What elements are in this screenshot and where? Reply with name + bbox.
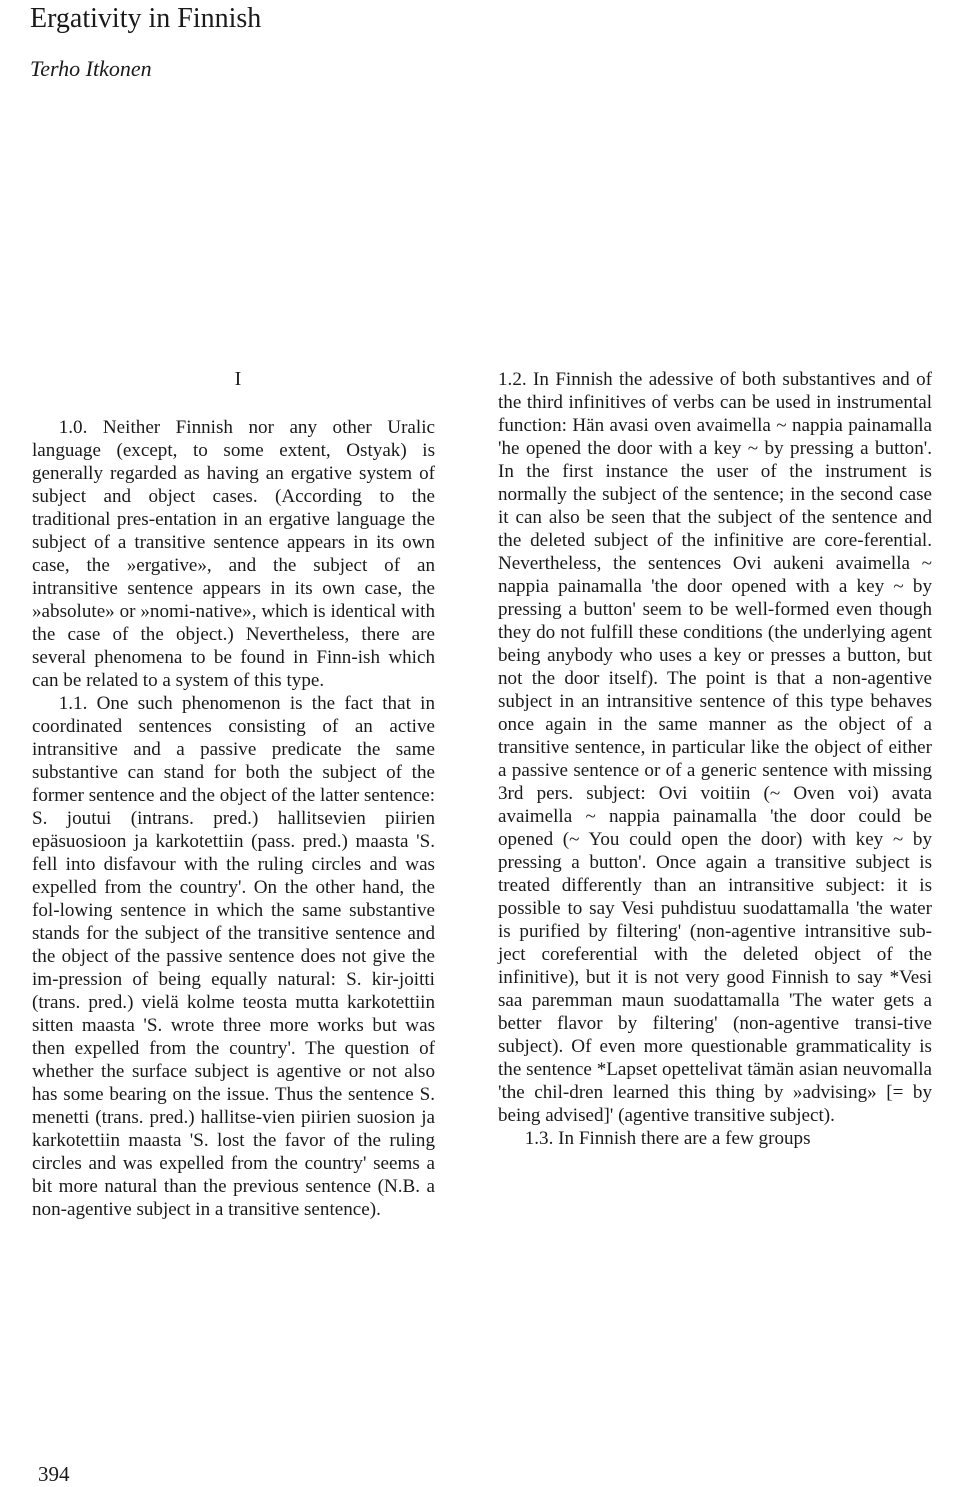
author-name: Terho Itkonen <box>30 56 152 81</box>
left-column <box>32 416 435 1221</box>
section-numeral: I <box>234 368 242 390</box>
article-title: Ergativity in Finnish <box>30 3 262 34</box>
paragraph-1-2: 1.2. In Finnish the adessive of both substantives and of the third infinitives of verbs can be used in instrumental function: Hän avasi oven avaimella ~ nappia painamalla 'he opened the door with a key ~ by pressing a button'. In the first instance the user of the instrument is normally the subject of the sentence; in the second case it can also be seen that the subject of the sentence and the deleted subject of the infinitive are core-ferential. Nevertheless, the sentences Ovi aukeni avaimella ~ nappia painamalla 'the door opened with a key ~ by pressing a button' seem to be well-formed even though they do not fulfill these conditions (the underlying agent being anybody who uses a key or presses a button, but not the door itself). The point is that a non-agentive subject in an intransitive sentence of this type behaves once again in the same manner as the object of a transitive sentence, in particular like the object of either a passive sentence or of a generic sentence with missing 3rd pers. subject: Ovi voitiin (~ Oven voi) avata avaimella ~ nappia painamalla 'the door could be opened (~ You could open the door) with key ~ by pressing a button'. Once again a transitive subject is treated differently than an intransitive subject: it is possible to say Vesi puhdistuu suodattamalla 'the water is purified by filtering' (non-agentive intransitive sub-ject coreferential with the deleted object of the infinitive), but it is not very good Finnish to say *Vesi saa paremman maun suodattamalla 'The water gets a better flavor by filtering' (non-agentive transi-tive subject). Of even more questionable grammaticality is the sentence *Lapset opettelivat tämän asian neuvomalla 'the chil-dren learned this thing by »advising» [= by being advised]' (agentive transitive subject). <box>498 369 932 1126</box>
paragraph-1-1: 1.1. One such phenomenon is the fact that in coordinated sentences consisting of an active intransitive and a passive predicate the same substantive can stand for both the subject of the former sentence and the object of the latter sentence: S. joutui (intrans. pred.) hallitsevien piirien epäsuosioon ja karkotettiin (pass. pred.) maasta 'S. fell into disfavour with the ruling circles and was expelled from the country'. On the other hand, the fol-lowing sentence in which the same substantive stands for the subject of the transitive sentence and the object of the passive sentence does not give the im-pression of being equally natural: S. kir-joitti (trans. pred.) vielä kolme teosta mutta karkotettiin sitten maasta 'S. wrote three more works but was then expelled from the country'. The question of whether the surface subject is agentive or not also has some bearing on the issue. Thus the sentence S. menetti (trans. pred.) hallitse-vien piirien suosion ja karkotettiin maasta 'S. lost the favor of the ruling circles and was expelled from the country' seems a bit more natural than the previous sentence (N.B. a non-agentive subject in a transitive sentence). <box>32 693 435 1220</box>
paragraph-1-3: 1.3. In Finnish there are a few groups <box>524 1128 811 1149</box>
page-number: 394 <box>38 1462 70 1486</box>
right-column <box>498 368 932 1150</box>
paragraph-1-0: 1.0. Neither Finnish nor any other Uralic language (except, to some extent, Ostyak) is generally regarded as having an ergative system of subject and object cases. (According to the traditional pres-entation in an ergative language the subject of a transitive sentence appears in its own case, the »ergative», and the subject of an intransitive sentence appears in its own case, the »absolute» or »nomi-native», which is identical with the case of the object.) Nevertheless, there are several phenomena to be found in Finn-ish which can be related to a system of this type. <box>32 417 435 691</box>
